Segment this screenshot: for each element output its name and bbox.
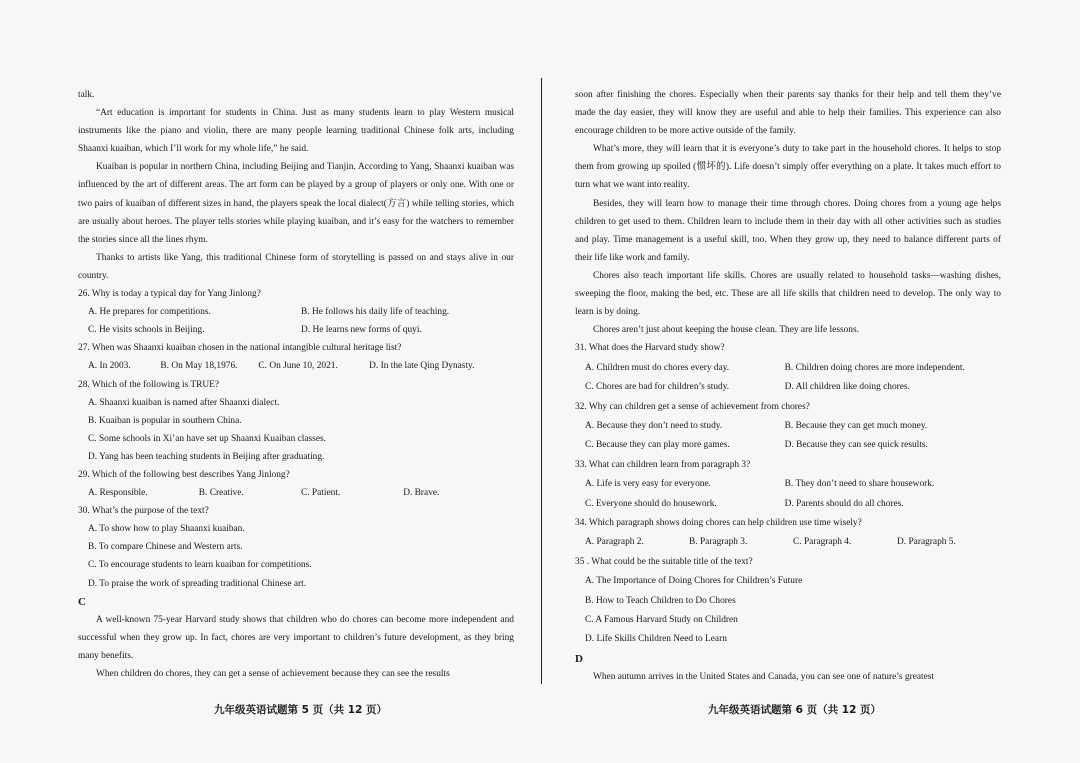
- question-31-options: [575, 378, 1001, 397]
- option-d: D. Parents should do all chores.: [784, 498, 904, 509]
- column-divider: [541, 78, 542, 684]
- option-a: A. In 2003.: [88, 361, 131, 372]
- questions-31-35: [575, 339, 1001, 650]
- option-a: A. Shaanxi kuaiban is named after Shaanxi dialect.: [88, 397, 280, 408]
- passage-b-paragraph: Thanks to artists like Yang, this traditional Chinese form of storytelling is passed on and stays alive in our country.: [78, 252, 514, 281]
- question-26-options: [78, 303, 514, 321]
- question-34-options: [575, 533, 1001, 552]
- question-32-stem: 32. Why can children get a sense of achievement from chores?: [575, 401, 810, 412]
- question-27-options: [78, 357, 514, 375]
- section-d-heading: D: [575, 652, 583, 665]
- option-c: C. Chores are bad for children’s study.: [585, 382, 730, 393]
- question-26-options: [78, 321, 514, 339]
- question-35-stem: 35 . What could be the suitable title of the text?: [575, 556, 753, 567]
- passage-c-paragraph: Chores aren’t just about keeping the house clean. They are life lessons.: [593, 325, 859, 336]
- question-30-stem: 30. What’s the purpose of the text?: [78, 506, 209, 517]
- passage-b-paragraph: “Art education is important for students in China. Just as many students learn to play Western musical instruments like the piano and violin, there are many people learning traditional Chinese folk arts, including Shaanxi kuaiban, which I’ll work for my whole life,” he said.: [78, 108, 514, 155]
- question-29-stem: 29. Which of the following best describes Yang Jinlong?: [78, 469, 290, 480]
- option-b: B. On May 18,1976.: [160, 361, 238, 372]
- question-26-stem: 26. Why is today a typical day for Yang Jinlong?: [78, 289, 261, 300]
- option-a: A. The Importance of Doing Chores for Children’s Future: [585, 576, 803, 587]
- question-34-stem: 34. Which paragraph shows doing chores can help children use time wisely?: [575, 517, 862, 528]
- passage-c-paragraph: Chores also teach important life skills. Chores are usually related to household tasks—washing dishes, sweeping the floor, making the bed, etc. These are all life skills that children need to develop. The only way to learn is by doing.: [575, 270, 1001, 318]
- question-31-stem: 31. What does the Harvard study show?: [575, 343, 725, 354]
- left-column: [78, 86, 514, 683]
- option-b: B. Children doing chores are more independent.: [784, 362, 965, 373]
- page-footer-right: 九年级英语试题第 6 页（共 12 页）: [708, 704, 882, 716]
- option-b: B. Kuaiban is popular in southern China.: [88, 415, 242, 426]
- passage-d-paragraph: When autumn arrives in the United States and Canada, you can see one of nature’s greatest: [593, 671, 935, 682]
- page-footer-left: 九年级英语试题第 5 页（共 12 页）: [214, 704, 388, 716]
- option-a: A. Paragraph 2.: [585, 537, 644, 548]
- passage-c-paragraph: What’s more, they will learn that it is everyone’s duty to take part in the household chores. It helps to stop them from growing up spoiled (惯坏的). Life doesn’t simply offer everything on a plate. It takes much effort to turn what we want into reality.: [575, 144, 1001, 191]
- option-a: A. Because they don’t need to study.: [585, 420, 723, 431]
- question-31-options: [575, 359, 1001, 378]
- option-c: C. He visits schools in Beijing.: [88, 325, 205, 336]
- option-c: C. On June 10, 2021.: [258, 361, 338, 372]
- option-c: C. Because they can play more games.: [585, 440, 730, 451]
- option-b: B. He follows his daily life of teaching.: [301, 307, 450, 318]
- option-d: D. Brave.: [403, 488, 440, 499]
- option-a: A. Life is very easy for everyone.: [585, 479, 711, 490]
- question-32-options: [575, 417, 1001, 436]
- question-33-stem: 33. What can children learn from paragraph 3?: [575, 459, 751, 470]
- question-27-stem: 27. When was Shaanxi kuaiban chosen in the national intangible cultural heritage list?: [78, 343, 402, 354]
- question-32-options: [575, 436, 1001, 455]
- option-a: A. To show how to play Shaanxi kuaiban.: [88, 524, 245, 535]
- option-d: D. Paragraph 5.: [897, 537, 956, 548]
- option-b: B. Creative.: [198, 488, 244, 499]
- option-c: C. A Famous Harvard Study on Children: [585, 615, 738, 625]
- passage-c-paragraph: soon after finishing the chores. Especially when their parents say thanks for their help and tell them they’ve made the day easier, they will know they are useful and able to help their families. This experience can also encourage children to be more active outside of the family.: [575, 90, 1001, 137]
- passage-c-paragraph: A well-known 75-year Harvard study shows that children who do chores can become more independent and successful when they grow up. In fact, chores are very important to children’s future development, as they bring many benefits.: [78, 614, 514, 661]
- option-b: B. They don’t need to share housework.: [784, 479, 935, 490]
- option-c: C. Patient.: [300, 488, 341, 499]
- passage-b-tail: talk.: [78, 90, 95, 100]
- passage-c-paragraph: Besides, they will learn how to manage their time through chores. Doing chores from a young age helps children to get used to them. Children learn to include them in their day with all other activities such as studies and play. Time management is a useful skill, too. When they grow up, they need to balance different parts of their life like work and family.: [575, 198, 1001, 263]
- section-c-heading: C: [78, 595, 86, 608]
- option-c: C. Some schools in Xi’an have set up Shaanxi Kuaiban classes.: [88, 433, 326, 444]
- option-b: B. Because they can get much money.: [784, 420, 928, 431]
- option-d: D. To praise the work of spreading traditional Chinese art.: [88, 578, 307, 589]
- option-d: D. He learns new forms of quyi.: [301, 325, 422, 336]
- question-28-stem: 28. Which of the following is TRUE?: [78, 379, 220, 390]
- option-b: B. Paragraph 3.: [689, 537, 748, 548]
- option-d: D. Yang has been teaching students in Beijing after graduating.: [88, 451, 325, 462]
- question-33-options: [575, 495, 1001, 514]
- option-c: C. Everyone should do housework.: [585, 498, 717, 509]
- option-d: D. In the late Qing Dynasty.: [369, 361, 475, 372]
- question-33-options: [575, 475, 1001, 494]
- option-d: D. Because they can see quick results.: [784, 440, 928, 451]
- option-b: B. To compare Chinese and Western arts.: [88, 542, 243, 553]
- option-b: B. How to Teach Children to Do Chores: [585, 595, 736, 606]
- option-a: A. He prepares for competitions.: [88, 307, 211, 318]
- right-column: [575, 86, 1001, 686]
- option-d: D. All children like doing chores.: [784, 382, 910, 393]
- passage-b-paragraph: Kuaiban is popular in northern China, including Beijing and Tianjin. According to Yang, Shaanxi kuaiban was influenced by the art of different areas. The art form can be played by a group of players or only one. With one or two pairs of kuaiban of different sizes in hand, the players speak the local dialect(方言) while telling stories, which are usually about heroes. The player tells stories while playing kuaiban, and it’s easy for the watchers to remember the stories since all the lines rhym.: [78, 162, 514, 245]
- option-a: A. Children must do chores every day.: [585, 362, 730, 373]
- passage-c-paragraph: When children do chores, they can get a sense of achievement because they can see the results: [96, 669, 450, 679]
- option-a: A. Responsible.: [88, 488, 148, 499]
- option-c: C. To encourage students to learn kuaiban for competitions.: [88, 560, 312, 571]
- option-d: D. Life Skills Children Need to Learn: [585, 634, 727, 645]
- question-29-options: [78, 484, 514, 502]
- option-c: C. Paragraph 4.: [793, 537, 852, 548]
